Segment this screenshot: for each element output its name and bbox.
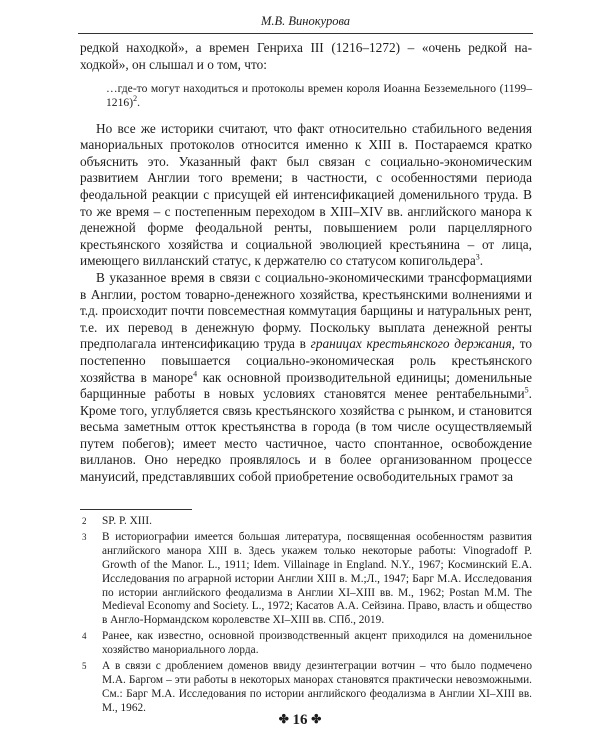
footnote-number: 4 xyxy=(82,631,87,642)
footnotes xyxy=(80,515,532,718)
paragraph: Но все же историки считают, что факт относительно стабильного ведения манориальных протоколов относится именно к XIII в. Постараемся кратко объяснить это. Указанный факт был связан с социально-экономическим развитием Англии того времени; в частности, с особенностями периода феодальной реакции с присущей ей интенсификацией доменильного труда. В то же время – с постепенным переходом в XIII–XIV вв. английского манора к денежной форме феодальной ренты, повышением роли парцеллярного крестьянского хозяйства и социальной эволюцией крестьянина – от лица, имеющего вилланский статус, к держателю со статусом копигольдера$^3$. xyxy=(80,120,532,269)
footnote-text: Ранее, как известно, основной производственный акцент приходился на доменильное хозяйство манориального лорда. xyxy=(102,630,532,657)
footnote-ref: 4 xyxy=(193,369,198,379)
italic-phrase: границах крестьянского держания xyxy=(310,336,512,352)
header-author: М.В. Винокурова xyxy=(260,14,351,28)
page-number-value: 16 xyxy=(292,712,308,728)
main-text xyxy=(80,40,532,486)
block-quote: …где-то могут находиться и протоколы времен короля Иоанна Безземельного (1199–1216)$^2$. xyxy=(106,82,532,110)
footnote xyxy=(80,515,532,529)
left-ornament-icon: ✤ xyxy=(278,712,289,726)
footnote-text: В историографии имеется большая литература, посвященная особенностям развития английского манора XIII в. Здесь укажем только некоторые работы: Vinogradoff P. Growth of the Manor. L., 1911; Idem. Villainage in England. N.Y., 1967; Косминский Е.А. Исследования по аграрной истории Англии XIII в. М.;Л., 1947; Барг М.А. Исследования по истории английского феодализма в Англии XI–XIII вв. М., 1962; Postan M.M. The Medieval Economy and Society. L., 1972; Касатов А.А. Сейзина. Право, власть и общество в Англо-Нормандском королевстве XI–XIII вв. СПб., 2019. xyxy=(102,530,532,627)
footnote-ref: 5 xyxy=(524,385,529,395)
right-ornament-icon: ✤ xyxy=(311,712,322,726)
footnote xyxy=(80,660,532,716)
page-number xyxy=(0,712,600,729)
footnote-number: 3 xyxy=(82,531,87,542)
footnote-number: 2 xyxy=(82,516,87,526)
paragraph: В указанное время в связи с социально-экономическими трансформациями в Англии, ростом товарно-денежного хозяйства, крестьянскими волнениями и т.д. происходит почти повсеместная коммутация барщины и натуральных рент, т.е. их перевод в денежную форму. Поскольку выплата денежной ренты предполагала интенсификацию труда в границах крестьянского держания, то постепенно повышается социально-экономическая роль крестьянского хозяйства в маноре$^4$ как основной производительной единицы; доменильные барщинные работы в новых условиях становятся менее рентабельными$^5$. Кроме того, углубляется связь крестьянского хозяйства с рынком, и становится весьма заметным отток крестьянства в города (в том числе осуществляемый путем побегов); имеет место частичное, часто спонтанное, освобождение вилланов. Оно нередко проявлялось и в более организованном процессе мануисий, представлявших собой приобретение освободительных грамот за xyxy=(80,269,532,485)
footnote-text: SP. P. XIII. xyxy=(102,515,152,527)
paragraph-continued: редкой находкой», а времен Генриха III (1216–1272) – «очень редкой на-ходкой», он слышал и о том, что: xyxy=(80,40,532,72)
footnote-ref: 3 xyxy=(475,252,480,262)
footnote-number: 5 xyxy=(82,661,87,672)
footnote-divider xyxy=(80,509,192,510)
footnote xyxy=(80,531,532,628)
footnote-text: А в связи с дроблением доменов ввиду дезинтеграции вотчин – что было подмечено М.А. Баргом – эти работы в некоторых манорах становятся практически невозможными. См.: Барг М.А. Исследования по истории английского феодализма в Англии XI–XIII вв. М., 1962. xyxy=(102,660,532,714)
running-header xyxy=(78,14,533,34)
footnote xyxy=(80,630,532,658)
footnote-ref: 2 xyxy=(133,94,138,104)
